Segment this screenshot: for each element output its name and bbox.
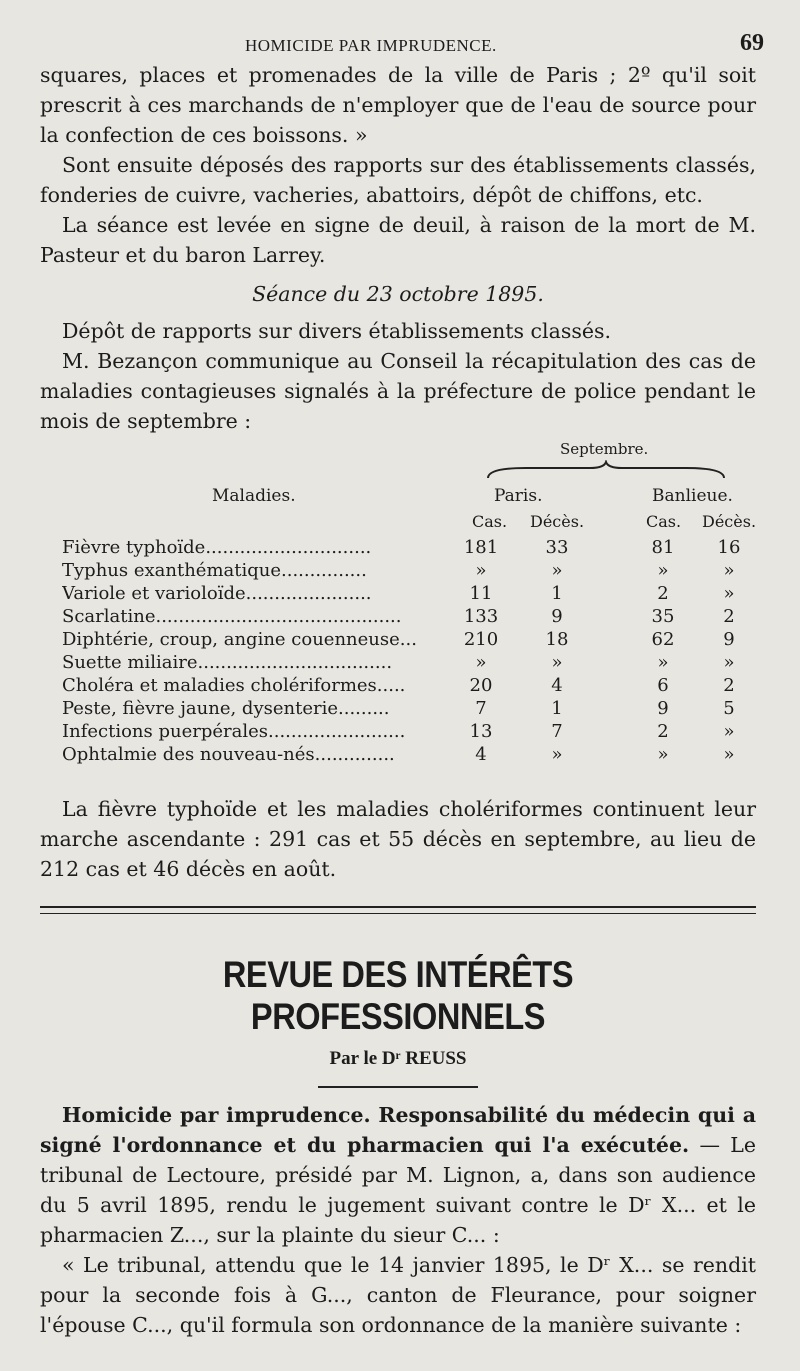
paragraph-2: Sont ensuite déposés des rapports sur des établissements classés, fonderies de cuivre, vacheries, abattoirs, dépôt de chiffons, etc. [40,153,756,207]
paris-deces-value: » [551,652,563,673]
page-number: 69 [740,30,764,56]
table-row [40,605,756,628]
running-title: HOMICIDE PAR IMPRUDENCE. [245,36,497,55]
paris-cas-value: 181 [463,537,499,558]
article-lead-rest: — Le tribunal de Lectoure, présidé par M. Lignon, a, dans son audience du 5 avril 1895, rendu le jugement suivant contre le Dʳ X... et le pharmacien Z..., sur la plainte du sieur C... : [40,1133,756,1247]
paris-deces-value: 33 [545,537,569,558]
row-label: Peste, fièvre jaune, dysenterie......... [62,698,390,719]
banlieue-deces-value: » [723,652,735,673]
paris-deces-value: 18 [545,629,569,650]
paris-cas-value: » [475,652,487,673]
banlieue-deces-value: » [723,744,735,765]
row-label: Choléra et maladies cholériformes..... [62,675,406,696]
group-label-septembre: Septembre. [560,440,649,458]
paragraph-after-table: La fièvre typhoïde et les maladies cholériformes continuent leur marche ascendante : 291 cas et 55 décès en septembre, au lieu de 212 cas et 46 décès en août. [40,797,756,881]
col-banlieue: Banlieue. [652,486,733,506]
banlieue-deces-value: 5 [723,698,735,719]
banlieue-deces-value: » [723,583,735,604]
banlieue-deces-value: » [723,560,735,581]
row-label: Fièvre typhoïde............................. [62,537,372,558]
seance-title: Séance du 23 octobre 1895. [252,282,544,306]
banlieue-cas-value: 81 [651,537,675,558]
byline-rule [318,1086,478,1088]
sub-paris-cas: Cas. [472,512,508,531]
paris-cas-value: 20 [469,675,493,696]
paris-deces-value: 4 [551,675,563,696]
paris-cas-value: 133 [463,606,499,627]
paris-deces-value: 1 [551,698,563,719]
table-row [40,743,756,766]
paris-deces-value: 1 [551,583,563,604]
banlieue-cas-value: » [657,560,669,581]
section-byline: Par le Dʳ REUSS [329,1048,467,1069]
banlieue-cas-value: 9 [657,698,669,719]
table-row [40,582,756,605]
table-column-header [40,486,756,512]
paris-deces-value: » [551,744,563,765]
row-label: Suette miliaire.................................. [62,652,393,673]
paris-cas-value: » [475,560,487,581]
paris-cas-value: 11 [469,583,493,604]
banlieue-deces-value: 16 [717,537,741,558]
banlieue-cas-value: » [657,744,669,765]
paris-cas-value: 210 [463,629,499,650]
row-label: Diphtérie, croup, angine couenneuse... [62,629,417,650]
paris-cas-value: 13 [469,721,493,742]
brace-icon [486,460,726,482]
paragraph-3: La séance est levée en signe de deuil, à raison de la mort de M. Pasteur et du baron Larrey. [40,213,756,267]
banlieue-deces-value: 2 [723,675,735,696]
banlieue-cas-value: 35 [651,606,675,627]
paris-deces-value: 7 [551,721,563,742]
table-row [40,651,756,674]
sub-banl-deces: Décès. [702,512,757,531]
article-quote: « Le tribunal, attendu que le 14 janvier 1895, le Dʳ X... se rendit pour la seconde fois à G..., canton de Fleurance, pour soigner l'épouse C..., qu'il formula son ordonnance de la manière suivante : [40,1253,756,1337]
running-header [40,0,764,60]
row-label: Ophtalmie des nouveau-nés.............. [62,744,395,765]
row-label: Infections puerpérales........................ [62,721,406,742]
table-group-header [40,440,756,486]
table-subheader [40,512,756,536]
banlieue-deces-value: 9 [723,629,735,650]
table-row [40,628,756,651]
paragraph-1: squares, places et promenades de la ville de Paris ; 2º qu'il soit prescrit à ces marchands de n'employer que de l'eau de source pour la confection de ces boissons. » [40,63,756,147]
sub-banl-cas: Cas. [646,512,682,531]
sub-paris-deces: Décès. [530,512,585,531]
paris-deces-value: » [551,560,563,581]
banlieue-cas-value: » [657,652,669,673]
article-lead [40,1100,756,1250]
table-row [40,674,756,697]
paragraph-5: M. Bezançon communique au Conseil la récapitulation des cas de maladies contagieuses signalés à la préfecture de police pendant le mois de septembre : [40,349,756,433]
paris-cas-value: 7 [475,698,487,719]
table-row [40,536,756,559]
table-row [40,697,756,720]
banlieue-deces-value: » [723,721,735,742]
section-title: REVUE DES INTÉRÊTS PROFESSIONNELS [222,954,574,1037]
section-divider [40,906,756,914]
col-paris: Paris. [494,486,543,506]
banlieue-cas-value: 2 [657,583,669,604]
row-label: Variole et varioloïde...................... [62,583,372,604]
banlieue-cas-value: 6 [657,675,669,696]
col-maladies: Maladies. [212,486,296,506]
banlieue-cas-value: 62 [651,629,675,650]
row-label: Scarlatine........................................... [62,606,402,627]
table-row [40,720,756,743]
table-row [40,559,756,582]
banlieue-deces-value: 2 [723,606,735,627]
paris-deces-value: 9 [551,606,563,627]
paragraph-4: Dépôt de rapports sur divers établissements classés. [62,319,612,343]
disease-table [40,440,756,766]
row-label: Typhus exanthématique............... [62,560,367,581]
paris-cas-value: 4 [475,744,487,765]
article-lead-bold: Homicide par imprudence. Responsabilité du médecin qui a signé l'ordonnance et du pharmacien qui l'a exécutée. [40,1103,756,1157]
table-body [40,536,756,766]
banlieue-cas-value: 2 [657,721,669,742]
